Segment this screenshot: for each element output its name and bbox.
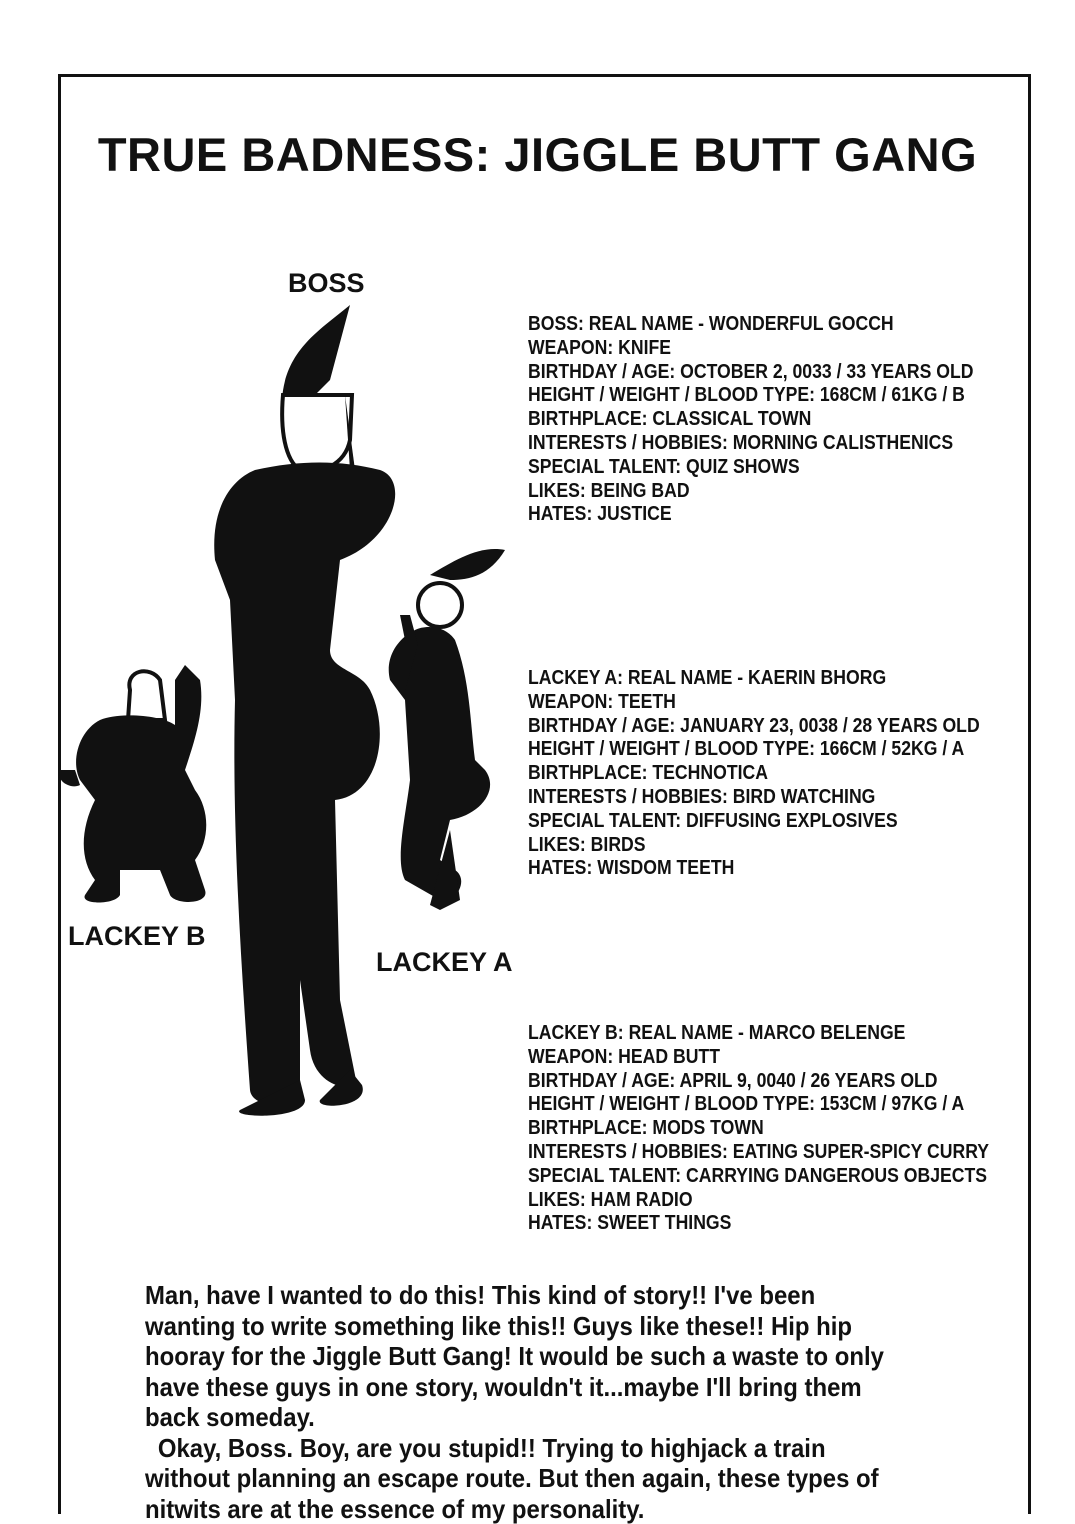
- profile-line: WEAPON: TEETH: [528, 690, 980, 714]
- profile-line: SPECIAL TALENT: CARRYING DANGEROUS OBJECTS: [528, 1164, 989, 1188]
- profile-line: LACKEY B: REAL NAME - MARCO BELENGE: [528, 1021, 989, 1045]
- author-comment: [145, 1280, 899, 1524]
- profile-line: INTERESTS / HOBBIES: MORNING CALISTHENICS: [528, 431, 973, 455]
- profile-line: INTERESTS / HOBBIES: EATING SUPER-SPICY CURRY: [528, 1140, 989, 1164]
- profile-line: SPECIAL TALENT: QUIZ SHOWS: [528, 455, 973, 479]
- profile-line: HATES: JUSTICE: [528, 502, 973, 526]
- profile-line: HATES: SWEET THINGS: [528, 1211, 989, 1235]
- profile-line: LIKES: HAM RADIO: [528, 1188, 989, 1212]
- profile-line: BIRTHDAY / AGE: APRIL 9, 0040 / 26 YEARS OLD: [528, 1069, 989, 1093]
- profile-line: BIRTHDAY / AGE: OCTOBER 2, 0033 / 33 YEARS OLD: [528, 360, 973, 384]
- profile-line: WEAPON: KNIFE: [528, 336, 973, 360]
- profile-line: HEIGHT / WEIGHT / BLOOD TYPE: 168CM / 61KG / B: [528, 383, 973, 407]
- profile-line: WEAPON: HEAD BUTT: [528, 1045, 989, 1069]
- profile-line: BOSS: REAL NAME - WONDERFUL GOCCH: [528, 312, 973, 336]
- profile-line: BIRTHDAY / AGE: JANUARY 23, 0038 / 28 YEARS OLD: [528, 714, 980, 738]
- profile-line: HEIGHT / WEIGHT / BLOOD TYPE: 166CM / 52KG / A: [528, 737, 980, 761]
- boss-figure: [214, 305, 395, 1116]
- profile-line: BIRTHPLACE: CLASSICAL TOWN: [528, 407, 973, 431]
- profile-line: INTERESTS / HOBBIES: BIRD WATCHING: [528, 785, 980, 809]
- profile-line: LACKEY A: REAL NAME - KAERIN BHORG: [528, 666, 980, 690]
- comment-paragraph: Man, have I wanted to do this! This kind of story!! I've been wanting to write something like this!! Guys like these!! Hip hip hooray for the Jiggle Butt Gang! It would be such a waste to only have these guys in one story, wouldn't it...maybe I'll bring them back someday.: [145, 1280, 899, 1433]
- boss-label: BOSS: [288, 268, 365, 299]
- profile-line: HEIGHT / WEIGHT / BLOOD TYPE: 153CM / 97KG / A: [528, 1092, 989, 1116]
- page-title: TRUE BADNESS: JIGGLE BUTT GANG: [0, 127, 1075, 182]
- lackey-b-figure: [59, 665, 206, 903]
- boss-profile: [528, 312, 973, 526]
- lackey-a-profile: [528, 666, 980, 880]
- profile-line: LIKES: BIRDS: [528, 833, 980, 857]
- lackey-b-profile: [528, 1021, 989, 1235]
- profile-line: HATES: WISDOM TEETH: [528, 856, 980, 880]
- profile-line: BIRTHPLACE: MODS TOWN: [528, 1116, 989, 1140]
- lackey-a-label: LACKEY A: [376, 947, 513, 978]
- profile-line: BIRTHPLACE: TECHNOTICA: [528, 761, 980, 785]
- lackey-b-label: LACKEY B: [68, 921, 206, 952]
- comment-paragraph: Okay, Boss. Boy, are you stupid!! Trying to highjack a train without planning an escape route. But then again, these types of nitwits are at the essence of my personality.: [145, 1433, 899, 1524]
- profile-line: LIKES: BEING BAD: [528, 479, 973, 503]
- lackey-a-figure: [389, 549, 505, 910]
- profile-line: SPECIAL TALENT: DIFFUSING EXPLOSIVES: [528, 809, 980, 833]
